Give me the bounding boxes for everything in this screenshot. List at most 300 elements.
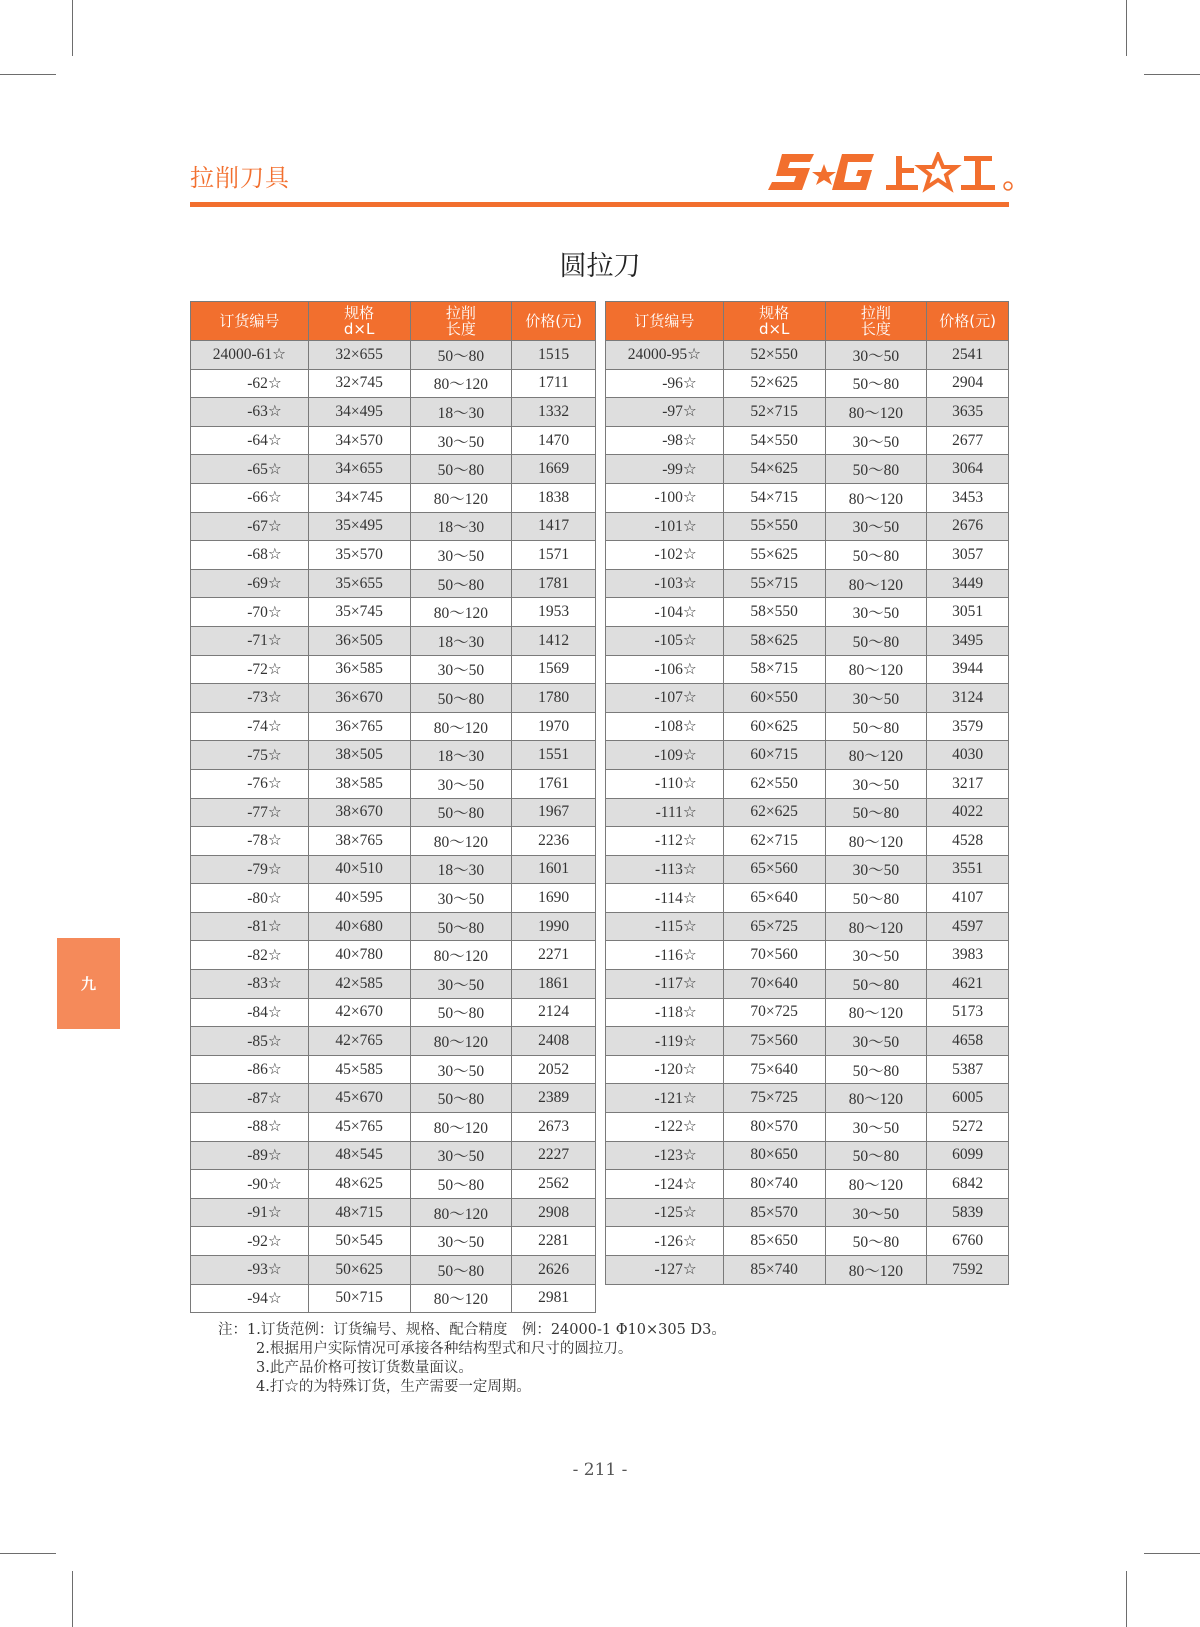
cell-spec: 35×745 (308, 598, 410, 627)
column-header-code: 订货编号 (606, 302, 724, 341)
table-row (606, 798, 1009, 827)
cell-code: -71☆ (191, 626, 309, 655)
cell-spec: 55×550 (723, 512, 825, 541)
note-line: 注：1.订货范例：订货编号、规格、配合精度 例：24000-1 Φ10×305 D3。 (218, 1322, 726, 1338)
table-row (191, 941, 596, 970)
cell-length: 80～120 (825, 398, 927, 427)
cell-length: 50～80 (825, 1141, 927, 1170)
cell-price: 1690 (512, 884, 596, 913)
cell-price: 1781 (512, 569, 596, 598)
table-row (606, 626, 1009, 655)
cell-price: 3635 (927, 398, 1009, 427)
table-row (191, 1055, 596, 1084)
cell-length: 18～30 (410, 398, 512, 427)
table-row (191, 684, 596, 713)
table-row (191, 998, 596, 1027)
cell-price: 1967 (512, 798, 596, 827)
cell-spec: 35×495 (308, 512, 410, 541)
cell-code: -99☆ (606, 455, 724, 484)
cell-length: 80～120 (825, 1170, 927, 1199)
table-row (606, 598, 1009, 627)
table-row (191, 798, 596, 827)
cell-spec: 45×765 (308, 1113, 410, 1142)
header-rule (190, 202, 1009, 207)
cell-code: -76☆ (191, 769, 309, 798)
cell-price: 3944 (927, 655, 1009, 684)
cell-spec: 54×550 (723, 426, 825, 455)
cell-code: -81☆ (191, 912, 309, 941)
cell-spec: 42×670 (308, 998, 410, 1027)
cell-code: -116☆ (606, 941, 724, 970)
cell-price: 1417 (512, 512, 596, 541)
cell-length: 80～120 (410, 369, 512, 398)
cell-spec: 45×670 (308, 1084, 410, 1113)
cell-length: 80～120 (825, 1084, 927, 1113)
table-row (191, 1141, 596, 1170)
cell-length: 50～80 (825, 369, 927, 398)
cell-code: -75☆ (191, 741, 309, 770)
cell-price: 3495 (927, 626, 1009, 655)
column-header-length-line2: 长度 (860, 320, 891, 338)
table-row (191, 970, 596, 999)
cell-spec: 75×725 (723, 1084, 825, 1113)
cell-price: 4621 (927, 970, 1009, 999)
cell-spec: 36×670 (308, 684, 410, 713)
cell-length: 50～80 (410, 341, 512, 370)
table-row (191, 1198, 596, 1227)
cell-price: 2408 (512, 1027, 596, 1056)
cell-length: 30～50 (825, 1027, 927, 1056)
table-row (191, 426, 596, 455)
cell-price: 3579 (927, 712, 1009, 741)
cell-spec: 85×570 (723, 1198, 825, 1227)
cell-spec: 32×655 (308, 341, 410, 370)
cell-length: 80～120 (410, 1027, 512, 1056)
cell-code: -93☆ (191, 1256, 309, 1285)
cell-code: -100☆ (606, 483, 724, 512)
cell-code: -103☆ (606, 569, 724, 598)
table-row (191, 483, 596, 512)
cell-length: 30～50 (825, 341, 927, 370)
column-header-length-line1: 拉削 (860, 304, 891, 322)
chapter-tab: 九 (57, 938, 120, 1029)
cell-code: -119☆ (606, 1027, 724, 1056)
table-row (606, 1170, 1009, 1199)
cell-price: 2389 (512, 1084, 596, 1113)
cell-spec: 45×585 (308, 1055, 410, 1084)
cell-price: 2052 (512, 1055, 596, 1084)
cell-length: 80～120 (410, 1113, 512, 1142)
table-row (606, 1055, 1009, 1084)
table-row (191, 1113, 596, 1142)
cell-code: -66☆ (191, 483, 309, 512)
cell-price: 1761 (512, 769, 596, 798)
table-row (606, 1227, 1009, 1256)
cell-length: 80～120 (825, 655, 927, 684)
cell-price: 1569 (512, 655, 596, 684)
cell-spec: 58×550 (723, 598, 825, 627)
cell-price: 4658 (927, 1027, 1009, 1056)
cell-price: 6005 (927, 1084, 1009, 1113)
cell-price: 4528 (927, 827, 1009, 856)
table-row (191, 341, 596, 370)
cell-price: 1412 (512, 626, 596, 655)
cell-price: 1780 (512, 684, 596, 713)
table-row (606, 1256, 1009, 1285)
cell-price: 1551 (512, 741, 596, 770)
cell-spec: 38×505 (308, 741, 410, 770)
cell-code: -68☆ (191, 541, 309, 570)
cell-spec: 62×550 (723, 769, 825, 798)
cell-spec: 52×715 (723, 398, 825, 427)
cell-length: 50～80 (825, 970, 927, 999)
crop-mark (0, 1553, 56, 1554)
cell-price: 4107 (927, 884, 1009, 913)
cell-length: 80～120 (410, 1284, 512, 1313)
cell-code: -90☆ (191, 1170, 309, 1199)
cell-length: 18～30 (410, 626, 512, 655)
column-header-length-line2: 长度 (445, 320, 476, 338)
cell-length: 50～80 (825, 1055, 927, 1084)
cell-price: 5839 (927, 1198, 1009, 1227)
cell-length: 50～80 (825, 798, 927, 827)
cell-length: 30～50 (825, 512, 927, 541)
cell-length: 18～30 (410, 741, 512, 770)
cell-code: -110☆ (606, 769, 724, 798)
cell-price: 2236 (512, 827, 596, 856)
cell-price: 4597 (927, 912, 1009, 941)
cell-code: -64☆ (191, 426, 309, 455)
crop-mark (0, 74, 56, 75)
cell-price: 5173 (927, 998, 1009, 1027)
cell-length: 30～50 (825, 1113, 927, 1142)
cell-length: 80～120 (410, 827, 512, 856)
cell-length: 80～120 (825, 483, 927, 512)
column-header-length-line1: 拉削 (445, 304, 476, 322)
crop-mark (1144, 74, 1200, 75)
note-line: 4.打☆的为特殊订货，生产需要一定周期。 (256, 1379, 531, 1395)
column-header-spec-line1: 规格 (759, 304, 790, 322)
column-header-spec (308, 302, 410, 341)
cell-price: 2904 (927, 369, 1009, 398)
table-row (191, 1084, 596, 1113)
cell-price: 3051 (927, 598, 1009, 627)
cell-price: 2908 (512, 1198, 596, 1227)
cell-length: 50～80 (410, 912, 512, 941)
cell-spec: 40×595 (308, 884, 410, 913)
cell-length: 18～30 (410, 512, 512, 541)
cell-length: 18～30 (410, 855, 512, 884)
table-row (606, 1113, 1009, 1142)
table-row (191, 712, 596, 741)
cell-spec: 34×745 (308, 483, 410, 512)
cell-length: 50～80 (825, 541, 927, 570)
cell-price: 3551 (927, 855, 1009, 884)
table-row (606, 398, 1009, 427)
cell-spec: 80×740 (723, 1170, 825, 1199)
table-row (191, 1256, 596, 1285)
cell-code: 24000-61☆ (191, 341, 309, 370)
cell-spec: 58×625 (723, 626, 825, 655)
cell-spec: 40×680 (308, 912, 410, 941)
cell-spec: 34×570 (308, 426, 410, 455)
cell-price: 1601 (512, 855, 596, 884)
cell-price: 1990 (512, 912, 596, 941)
cell-code: -70☆ (191, 598, 309, 627)
crop-mark (72, 0, 73, 56)
table-row (606, 1027, 1009, 1056)
cell-length: 50～80 (410, 798, 512, 827)
table-row (606, 941, 1009, 970)
table-row (606, 369, 1009, 398)
brand-logo (768, 152, 1014, 194)
cell-code: -124☆ (606, 1170, 724, 1199)
table-row (606, 1198, 1009, 1227)
cell-code: -114☆ (606, 884, 724, 913)
notes (218, 1321, 726, 1397)
table-row (606, 970, 1009, 999)
cell-code: -113☆ (606, 855, 724, 884)
cell-length: 50～80 (825, 626, 927, 655)
cell-code: -123☆ (606, 1141, 724, 1170)
table-row (606, 998, 1009, 1027)
table-row (606, 1084, 1009, 1113)
cell-spec: 42×765 (308, 1027, 410, 1056)
table-row (606, 855, 1009, 884)
cell-length: 50～80 (410, 998, 512, 1027)
cell-length: 50～80 (410, 1084, 512, 1113)
cell-code: -127☆ (606, 1256, 724, 1285)
cell-code: -84☆ (191, 998, 309, 1027)
cell-code: -98☆ (606, 426, 724, 455)
cell-price: 3983 (927, 941, 1009, 970)
cell-code: -82☆ (191, 941, 309, 970)
cell-code: -74☆ (191, 712, 309, 741)
cell-code: -121☆ (606, 1084, 724, 1113)
cell-code: -104☆ (606, 598, 724, 627)
cell-length: 30～50 (410, 884, 512, 913)
cell-spec: 75×640 (723, 1055, 825, 1084)
cell-length: 80～120 (825, 998, 927, 1027)
price-table-right (605, 301, 1009, 1285)
table-row (606, 741, 1009, 770)
table-row (606, 684, 1009, 713)
column-header-spec-line2: d×L (343, 320, 375, 338)
cell-code: 24000-95☆ (606, 341, 724, 370)
cell-code: -77☆ (191, 798, 309, 827)
cell-spec: 70×560 (723, 941, 825, 970)
cell-spec: 62×625 (723, 798, 825, 827)
cell-price: 1970 (512, 712, 596, 741)
cell-spec: 85×740 (723, 1256, 825, 1285)
table-row (191, 455, 596, 484)
cell-length: 30～50 (825, 426, 927, 455)
cell-price: 5272 (927, 1113, 1009, 1142)
cell-price: 2541 (927, 341, 1009, 370)
cell-length: 50～80 (825, 884, 927, 913)
table-row (606, 341, 1009, 370)
page-number: - 211 - (572, 1460, 628, 1480)
cell-length: 80～120 (410, 712, 512, 741)
cell-length: 80～120 (825, 741, 927, 770)
cell-price: 3453 (927, 483, 1009, 512)
cell-code: -86☆ (191, 1055, 309, 1084)
cell-code: -112☆ (606, 827, 724, 856)
cell-price: 2626 (512, 1256, 596, 1285)
cell-code: -115☆ (606, 912, 724, 941)
cell-length: 80～120 (410, 598, 512, 627)
cell-code: -126☆ (606, 1227, 724, 1256)
cell-spec: 80×570 (723, 1113, 825, 1142)
cell-length: 50～80 (410, 455, 512, 484)
cell-price: 4022 (927, 798, 1009, 827)
cell-spec: 52×550 (723, 341, 825, 370)
cell-price: 1332 (512, 398, 596, 427)
cell-spec: 36×765 (308, 712, 410, 741)
cell-price: 2271 (512, 941, 596, 970)
cell-length: 80～120 (825, 827, 927, 856)
cell-spec: 48×625 (308, 1170, 410, 1199)
cell-price: 2562 (512, 1170, 596, 1199)
table-row (191, 769, 596, 798)
cell-length: 30～50 (825, 1198, 927, 1227)
cell-price: 5387 (927, 1055, 1009, 1084)
cell-code: -65☆ (191, 455, 309, 484)
column-header-price: 价格(元) (927, 302, 1009, 341)
cell-spec: 58×715 (723, 655, 825, 684)
cell-spec: 48×545 (308, 1141, 410, 1170)
cell-price: 1669 (512, 455, 596, 484)
table-row (191, 598, 596, 627)
column-header-code: 订货编号 (191, 302, 309, 341)
cell-price: 2981 (512, 1284, 596, 1313)
table-header-row (606, 302, 1009, 341)
table-row (191, 369, 596, 398)
cell-spec: 62×715 (723, 827, 825, 856)
cell-spec: 65×725 (723, 912, 825, 941)
crop-mark (1126, 0, 1127, 56)
cell-length: 30～50 (410, 1055, 512, 1084)
table-row (191, 1170, 596, 1199)
table-header-row (191, 302, 596, 341)
cell-code: -85☆ (191, 1027, 309, 1056)
cell-price: 1470 (512, 426, 596, 455)
cell-length: 30～50 (825, 941, 927, 970)
cell-length: 30～50 (410, 541, 512, 570)
section-title: 拉削刀具 (190, 164, 290, 192)
crop-mark (1144, 1553, 1200, 1554)
cell-spec: 50×545 (308, 1227, 410, 1256)
table-row (606, 569, 1009, 598)
cell-price: 4030 (927, 741, 1009, 770)
cell-length: 50～80 (410, 684, 512, 713)
cell-price: 1711 (512, 369, 596, 398)
cell-length: 80～120 (410, 483, 512, 512)
cell-spec: 60×625 (723, 712, 825, 741)
cell-spec: 34×495 (308, 398, 410, 427)
cell-code: -96☆ (606, 369, 724, 398)
cell-length: 30～50 (410, 655, 512, 684)
cell-spec: 85×650 (723, 1227, 825, 1256)
table-row (606, 912, 1009, 941)
column-header-spec (723, 302, 825, 341)
cell-price: 6760 (927, 1227, 1009, 1256)
cell-spec: 32×745 (308, 369, 410, 398)
cell-code: -106☆ (606, 655, 724, 684)
cell-spec: 50×715 (308, 1284, 410, 1313)
cell-spec: 55×715 (723, 569, 825, 598)
cell-spec: 65×640 (723, 884, 825, 913)
cell-code: -94☆ (191, 1284, 309, 1313)
cell-length: 30～50 (825, 855, 927, 884)
cell-spec: 42×585 (308, 970, 410, 999)
cell-length: 50～80 (825, 712, 927, 741)
cell-spec: 60×715 (723, 741, 825, 770)
cell-price: 3124 (927, 684, 1009, 713)
cell-code: -73☆ (191, 684, 309, 713)
cell-length: 30～50 (410, 769, 512, 798)
cell-code: -62☆ (191, 369, 309, 398)
column-header-length (825, 302, 927, 341)
table-row (191, 912, 596, 941)
column-header-length (410, 302, 512, 341)
cell-spec: 65×560 (723, 855, 825, 884)
cell-length: 50～80 (825, 1227, 927, 1256)
table-row (191, 884, 596, 913)
cell-length: 80～120 (825, 569, 927, 598)
cell-spec: 54×715 (723, 483, 825, 512)
cell-code: -102☆ (606, 541, 724, 570)
cell-code: -97☆ (606, 398, 724, 427)
cell-code: -83☆ (191, 970, 309, 999)
cell-spec: 40×510 (308, 855, 410, 884)
cell-length: 30～50 (410, 970, 512, 999)
column-header-price: 价格(元) (512, 302, 596, 341)
cell-length: 30～50 (410, 426, 512, 455)
cell-spec: 80×650 (723, 1141, 825, 1170)
cell-length: 80～120 (410, 1198, 512, 1227)
column-header-spec-line2: d×L (758, 320, 790, 338)
cell-price: 2677 (927, 426, 1009, 455)
cell-length: 50～80 (410, 1170, 512, 1199)
cell-price: 1515 (512, 341, 596, 370)
crop-mark (72, 1571, 73, 1627)
table-row (191, 626, 596, 655)
cell-code: -101☆ (606, 512, 724, 541)
cell-code: -88☆ (191, 1113, 309, 1142)
table-row (606, 655, 1009, 684)
cell-price: 2676 (927, 512, 1009, 541)
note-line: 2.根据用户实际情况可承接各种结构型式和尺寸的圆拉刀。 (256, 1341, 633, 1357)
cell-code: -67☆ (191, 512, 309, 541)
table-row (191, 541, 596, 570)
crop-mark (1126, 1571, 1127, 1627)
cell-spec: 70×640 (723, 970, 825, 999)
cell-price: 6842 (927, 1170, 1009, 1199)
cell-spec: 48×715 (308, 1198, 410, 1227)
cell-length: 80～120 (410, 941, 512, 970)
cell-code: -89☆ (191, 1141, 309, 1170)
cell-price: 1838 (512, 483, 596, 512)
table-row (191, 1284, 596, 1313)
cell-spec: 75×560 (723, 1027, 825, 1056)
cell-code: -92☆ (191, 1227, 309, 1256)
cell-length: 30～50 (825, 598, 927, 627)
table-row (191, 569, 596, 598)
cell-code: -120☆ (606, 1055, 724, 1084)
cell-length: 80～120 (825, 1256, 927, 1285)
table-row (606, 712, 1009, 741)
